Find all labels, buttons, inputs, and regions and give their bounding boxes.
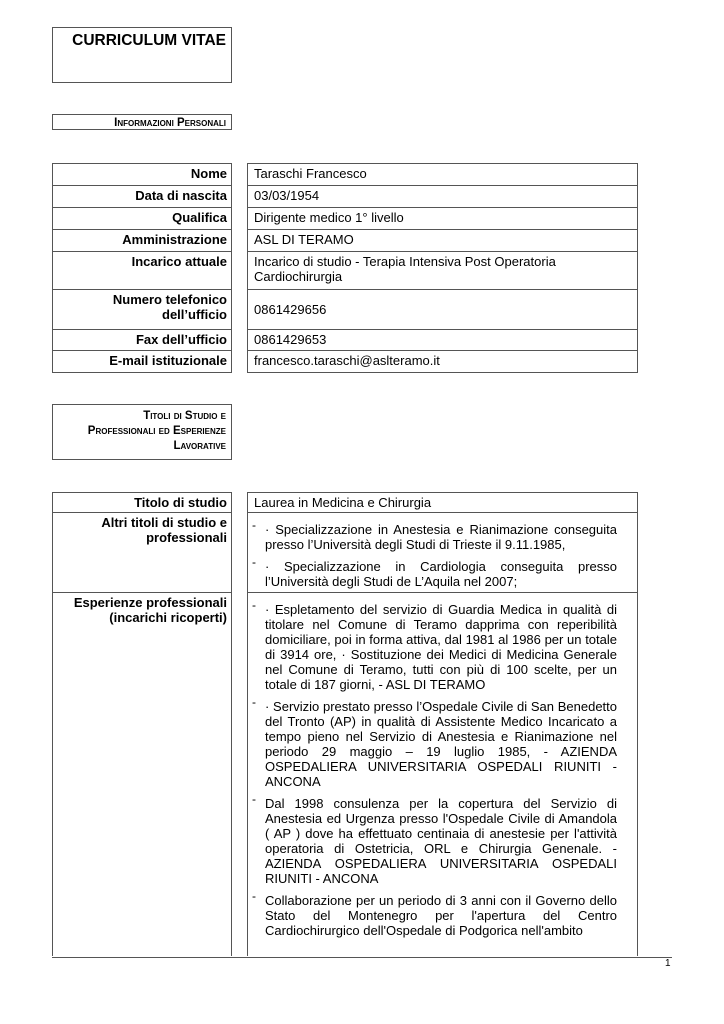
table-row xyxy=(52,593,638,973)
field-value: francesco.taraschi@aslteramo.it xyxy=(247,351,638,373)
field-value: ASL DI TERAMO xyxy=(247,230,638,252)
field-label: Numero telefonico dell’ufficio xyxy=(52,290,232,330)
table-row xyxy=(52,230,638,252)
field-label: Incarico attuale xyxy=(52,252,232,290)
table-row xyxy=(52,163,638,186)
table-row xyxy=(52,290,638,330)
table-row xyxy=(52,208,638,230)
field-value xyxy=(247,593,638,973)
field-label: Nome xyxy=(52,163,232,186)
section-education-experience: Titoli di Studio e Professionali ed Esperienze Lavorative xyxy=(52,404,232,460)
list-item: - Dal 1998 consulenza per la copertura del Servizio di Anestesia ed Urgenza presso l'Ospedale Civile di Amandola ( AP ) dove ha effettuato centinaia di anestesie per l'attività operatoria di Ostetricia, ORL e Chirurgia Genenale. - AZIENDA OSPEDALIERA UNIVERSITARIA OSPEDALI RIUNITI - ANCONA xyxy=(254,796,617,886)
field-label: Qualifica xyxy=(52,208,232,230)
page-bottom-margin xyxy=(0,956,724,1024)
field-label: Titolo di studio xyxy=(52,492,232,513)
list-item: - Collaborazione per un periodo di 3 anni con il Governo dello Stato del Montenegro per l'apertura del Centro Cardiochirurgico dell'Ospedale di Podgorica nell'ambito xyxy=(254,893,617,938)
list-item: - · Servizio prestato presso l’Ospedale Civile di San Benedetto del Tronto (AP) in qualità di Assistente Medico Incaricato a tempo pieno nel Servizio di Anestesia e Rianimazione nel periodo 29 maggio – 19 luglio 1985, - AZIENDA OSPEDALIERA UNIVERSITARIA OSPEDALI RIUNITI - ANCONA xyxy=(254,699,617,789)
table-row xyxy=(52,186,638,208)
table-row xyxy=(52,513,638,593)
field-label: Fax dell’ufficio xyxy=(52,330,232,351)
field-label: Esperienze professionali (incarichi ricoperti) xyxy=(52,593,232,973)
field-value: 03/03/1954 xyxy=(247,186,638,208)
footer-divider xyxy=(52,957,672,958)
section-personal-info: Informazioni Personali xyxy=(52,114,232,130)
field-label: E-mail istituzionale xyxy=(52,351,232,373)
page-number: 1 xyxy=(665,958,671,969)
field-label: Amministrazione xyxy=(52,230,232,252)
field-value: Taraschi Francesco xyxy=(247,163,638,186)
field-value: 0861429653 xyxy=(247,330,638,351)
list-item: - · Specializzazione in Anestesia e Rianimazione conseguita presso l’Università degli Studi di Trieste il 9.11.1985, xyxy=(254,522,617,552)
field-value: 0861429656 xyxy=(247,290,638,330)
field-value: Incarico di studio - Terapia Intensiva Post Operatoria Cardiochirurgia xyxy=(247,252,638,290)
table-row xyxy=(52,252,638,290)
field-label: Altri titoli di studio e professionali xyxy=(52,513,232,593)
document-title: CURRICULUM VITAE xyxy=(52,27,232,83)
list-item: - · Espletamento del servizio di Guardia Medica in qualità di titolare nel Comune di Teramo dapprima con reperibilità domiciliare, poi in forma attiva, dal 1981 al 1986 per un totale di 3914 ore, · Sostituzione dei Medici di Medicina Generale nel Comune di Teramo, tutti con più di 100 scelte, per un totale di 187 giorni, - ASL DI TERAMO xyxy=(254,602,617,692)
table-row xyxy=(52,330,638,351)
field-value xyxy=(247,513,638,593)
field-label: Data di nascita xyxy=(52,186,232,208)
table-row xyxy=(52,351,638,373)
list-item: - · Specializzazione in Cardiologia conseguita presso l’Università degli Studi de L’Aquila nel 2007; xyxy=(254,559,617,589)
education-table xyxy=(52,492,638,973)
field-value: Laurea in Medicina e Chirurgia xyxy=(247,492,638,513)
personal-info-table xyxy=(52,163,638,373)
table-row xyxy=(52,492,638,513)
field-value: Dirigente medico 1° livello xyxy=(247,208,638,230)
